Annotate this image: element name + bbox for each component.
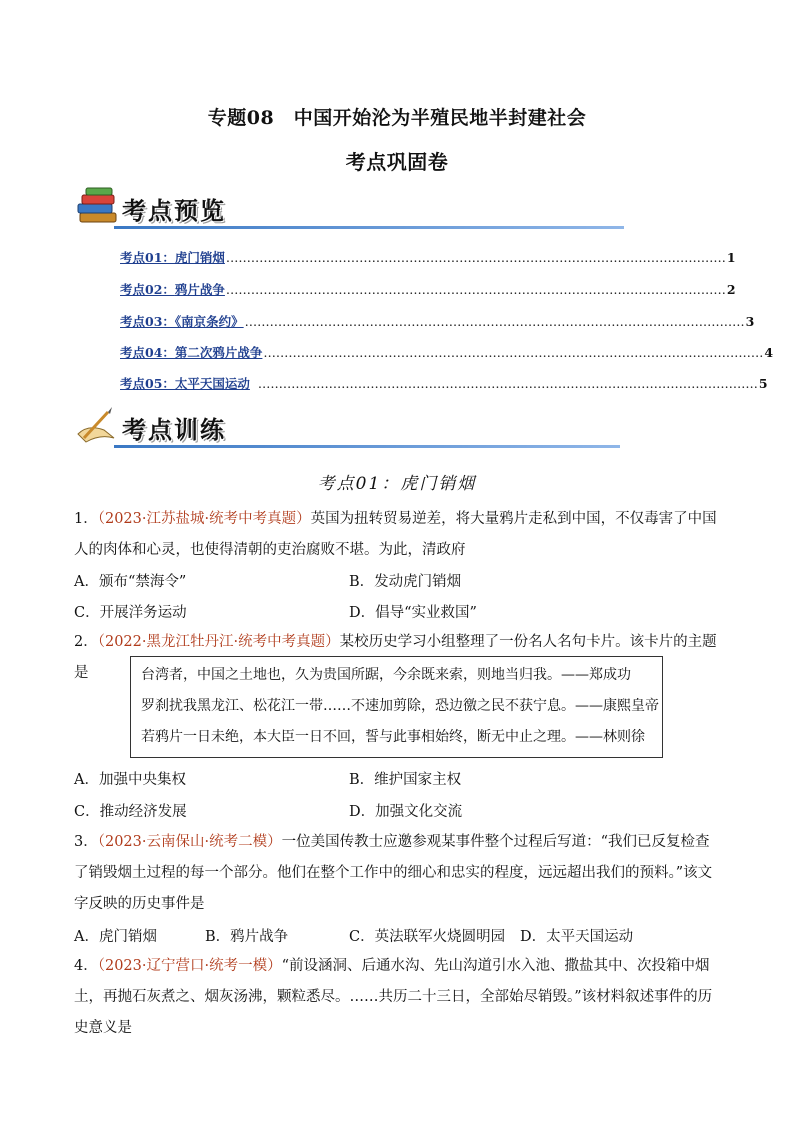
question-stem: 一位美国传教士应邀参观某事件整个过程后写道：“我们已反复检查了销毁烟土过程的每一个部分。他们在整个工作中的细心和忠实的程度，远远超出我们的预料。”该文字反映的历史事件是 — [74, 834, 713, 912]
books-icon — [74, 187, 122, 229]
toc-item-5[interactable] — [120, 374, 768, 392]
toc-item-1[interactable] — [120, 248, 736, 266]
toc-link-2-prefix: 考点02： — [120, 282, 175, 297]
quote-line-1: 台湾者，中国之土地也，久为贵国所踞，今余既来索，则地当归我。——郑成功 — [141, 667, 631, 683]
q2-option-b: B．维护国家主权 — [349, 772, 462, 788]
toc-page-2: 2 — [726, 282, 736, 297]
question-source: （2023·江苏盐城·统考中考真题） — [97, 511, 311, 527]
toc-link-4[interactable]: 考点04：第二次鸦片战争 — [120, 345, 263, 360]
toc-page-4: 4 — [764, 345, 774, 360]
q1-option-c: C．开展洋务运动 — [74, 605, 187, 621]
q1-option-a: A．颁布“禁海令” — [74, 574, 187, 590]
quote-line-3: 若鸦片一日未绝，本大臣一日不回，誓与此事相始终，断无中止之理。——林则徐 — [141, 729, 645, 745]
question-4 — [74, 951, 724, 1044]
q3-option-c: C．英法联军火烧圆明园 — [349, 929, 506, 945]
q2-option-d: D．加强文化交流 — [349, 804, 463, 820]
q1-option-d: D．倡导“实业救国” — [349, 605, 477, 621]
question-number: 3． — [74, 834, 98, 850]
toc-link-5[interactable]: 考点05：太平天国运动 — [120, 376, 250, 391]
quote-card — [130, 656, 663, 758]
question-stem: “前设涵洞、后通水沟、先山沟道引水入池、撒盐其中、次投箱中烟土，再抛石灰煮之、烟灰汤沸，颗粒悉尽。……共历二十三日，全部始尽销毁。”该材料叙述事件的历史意义是 — [74, 958, 713, 1036]
training-banner-title: 考点训练 — [122, 416, 226, 444]
toc-page-1: 1 — [726, 250, 736, 265]
toc-item-3[interactable] — [120, 312, 755, 330]
question-stem: 英国为扭转贸易逆差，将大量鸦片走私到中国，不仅毒害了中国人的肉体和心灵，也使得清朝的吏治腐败不堪。为此，清政府 — [74, 511, 717, 558]
question-source: （2023·辽宁营口·统考一模） — [97, 958, 282, 974]
section-heading: 考点01：虎门销烟 — [317, 474, 477, 494]
toc-dots: ………………………………………………………………………………………………………… — [263, 345, 764, 360]
preview-banner — [74, 185, 624, 235]
toc-dots: ………………………………………………………………………………………………………… — [225, 250, 726, 265]
toc-link-2[interactable] — [120, 280, 225, 298]
toc-link-1[interactable]: 考点01：虎门销烟 — [120, 250, 225, 265]
toc-dots: ………………………………………………………………………………………………………… — [257, 376, 758, 391]
scroll-pen-icon — [74, 404, 120, 446]
question-1 — [74, 504, 724, 566]
toc-item-4[interactable] — [120, 343, 774, 361]
toc-item-2[interactable] — [120, 280, 736, 298]
q2-option-c: C．推动经济发展 — [74, 804, 187, 820]
question-number: 4． — [74, 958, 98, 974]
q1-option-b: B．发动虎门销烟 — [349, 574, 462, 590]
toc-link-3[interactable]: 考点03：《南京条约》 — [120, 314, 244, 329]
question-source: （2023·云南保山·统考二模） — [97, 834, 282, 850]
toc-page-5: 5 — [758, 376, 768, 391]
toc-dots: ………………………………………………………………………………………………………… — [244, 314, 745, 329]
training-banner-line — [114, 445, 620, 448]
toc-dots: ………………………………………………………………………………………………………… — [225, 282, 726, 297]
page-title: 专题08 中国开始沦为半殖民地半封建社会 — [207, 107, 587, 129]
q3-option-d: D．太平天国运动 — [520, 929, 634, 945]
question-number: 2． — [74, 634, 98, 650]
preview-banner-line — [114, 226, 624, 229]
question-3 — [74, 827, 724, 920]
preview-banner-title: 考点预览 — [122, 197, 226, 225]
q3-option-b: B．鸦片战争 — [205, 929, 289, 945]
q3-option-a: A．虎门销烟 — [74, 929, 157, 945]
training-banner — [74, 404, 620, 454]
question-stem: 某校历史学习小组整理了一份名人名句卡片。该卡片的主题是 — [74, 634, 717, 681]
toc-page-3: 3 — [745, 314, 755, 329]
q2-option-a: A．加强中央集权 — [74, 772, 186, 788]
toc-link-2-label: 鸦片战争 — [174, 282, 225, 297]
page-subtitle: 考点巩固卷 — [345, 150, 449, 174]
quote-line-2: 罗刹扰我黑龙江、松花江一带……不速加剪除，恐边徼之民不获宁息。——康熙皇帝 — [141, 698, 659, 714]
question-number: 1． — [74, 511, 98, 527]
question-source: （2022·黑龙江牡丹江·统考中考真题） — [97, 634, 340, 650]
